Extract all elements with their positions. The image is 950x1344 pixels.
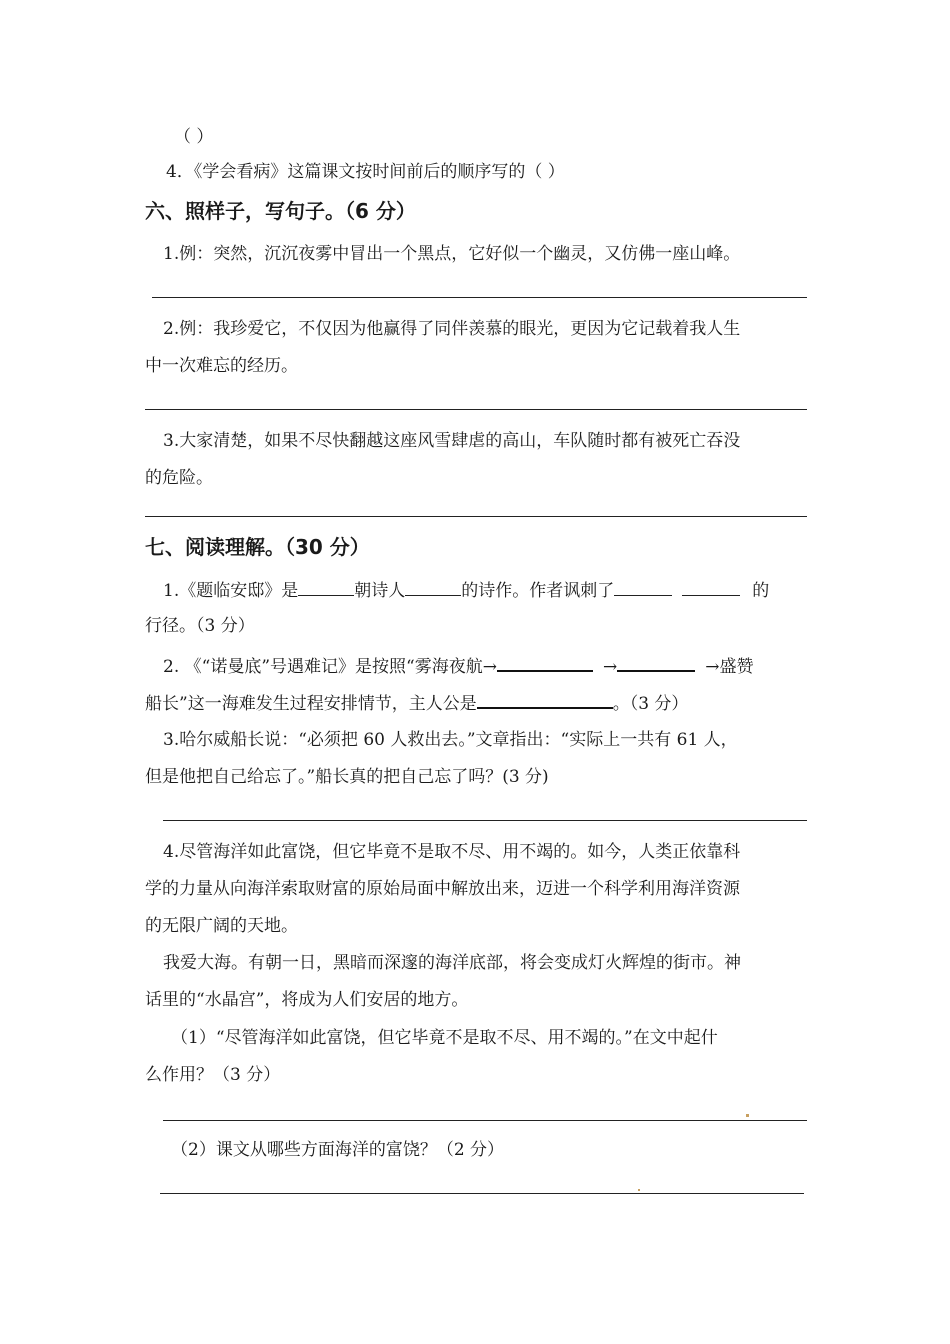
q2-text-c: →盛赞 xyxy=(705,657,754,677)
q2-blank-protagonist[interactable] xyxy=(477,690,613,709)
s7-sub-answer-line-2[interactable] xyxy=(160,1193,804,1194)
q2-blank-2[interactable] xyxy=(617,653,695,672)
section-6-heading: 六、照样子，写句子。（6 分） xyxy=(145,199,416,223)
answer-paren: （ ） xyxy=(174,127,214,147)
s7-sub-question-1-line-1: （1）“尽管海洋如此富饶，但它毕竟不是取不尽、用不竭的。”在文中起什 xyxy=(171,1028,718,1048)
q1-blank-dynasty[interactable] xyxy=(298,578,354,596)
section-7-heading: 七、阅读理解。（30 分） xyxy=(145,535,370,559)
s7-question-3-line-1: 3.哈尔威船长说：“必须把 60 人救出去。”文章指出：“实际上一共有 61 人， xyxy=(163,730,738,750)
s7-question-3-line-2: 但是他把自己给忘了。”船长真的把自己忘了吗？(3 分) xyxy=(145,767,549,787)
s6-answer-line-1[interactable] xyxy=(152,297,807,298)
speck-mark xyxy=(746,1114,749,1117)
s7-question-2-line-2 xyxy=(145,690,688,715)
s7-passage-1-line-2: 学的力量从向海洋索取财富的原始局面中解放出来，迈进一个科学利用海洋资源 xyxy=(145,879,740,899)
s7-answer-line-3[interactable] xyxy=(163,820,807,821)
s6-answer-line-3[interactable] xyxy=(145,516,807,517)
q1-text-b: 朝诗人 xyxy=(354,581,406,601)
question-4: 4．《学会看病》这篇课文按时间前后的顺序写的（ ） xyxy=(166,162,565,182)
s6-question-1: 1.例：突然，沉沉夜雾中冒出一个黑点，它好似一个幽灵，又仿佛一座山峰。 xyxy=(163,244,741,264)
q1-text-d: 的 xyxy=(752,581,770,601)
s7-question-1-line-1 xyxy=(163,578,769,602)
q2-text-b: → xyxy=(602,657,618,677)
s6-question-2-line-2: 中一次难忘的经历。 xyxy=(145,356,298,376)
s6-question-3-line-2: 的危险。 xyxy=(145,468,213,488)
q2-text-line2b: 。（3 分） xyxy=(612,694,689,714)
s7-sub-question-2: （2）课文从哪些方面海洋的富饶？（2 分） xyxy=(171,1140,505,1160)
q2-blank-1[interactable] xyxy=(497,653,593,672)
q1-text-a: 1.《题临安邸》是 xyxy=(163,581,299,601)
s7-passage-2-line-1: 我爱大海。有朝一日，黑暗而深邃的海洋底部，将会变成灯火辉煌的街市。神 xyxy=(163,953,741,973)
s7-passage-1-line-1: 4.尽管海洋如此富饶，但它毕竟不是取不尽、用不竭的。如今，人类正依靠科 xyxy=(163,842,741,862)
s6-question-2-line-1: 2.例：我珍爱它，不仅因为他赢得了同伴羡慕的眼光，更因为它记载着我人生 xyxy=(163,319,741,339)
q2-text-line2a: 船长”这一海难发生过程安排情节，主人公是 xyxy=(145,694,477,714)
s6-question-3-line-1: 3.大家清楚，如果不尽快翻越这座风雪肆虐的高山，车队随时都有被死亡吞没 xyxy=(163,431,741,451)
q2-text-a: 2. 《“诺曼底”号遇难记》是按照“雾海夜航→ xyxy=(163,657,497,677)
s7-passage-2-line-2: 话里的“水晶宫”，将成为人们安居的地方。 xyxy=(145,990,469,1010)
q1-text-c: 的诗作。作者讽刺了 xyxy=(461,581,615,601)
s7-sub-answer-line-1[interactable] xyxy=(163,1120,807,1121)
s6-answer-line-2[interactable] xyxy=(145,409,807,410)
q1-blank-poet[interactable] xyxy=(405,578,461,596)
q1-blank-4[interactable] xyxy=(682,578,740,596)
s7-question-1-line-2: 行径。（3 分） xyxy=(145,616,255,636)
s7-sub-question-1-line-2: 么作用？（3 分） xyxy=(145,1065,281,1085)
s7-passage-1-line-3: 的无限广阔的天地。 xyxy=(145,916,298,936)
q1-blank-3[interactable] xyxy=(614,578,672,596)
speck-mark-2 xyxy=(638,1189,640,1191)
s7-question-2-line-1 xyxy=(163,653,753,678)
